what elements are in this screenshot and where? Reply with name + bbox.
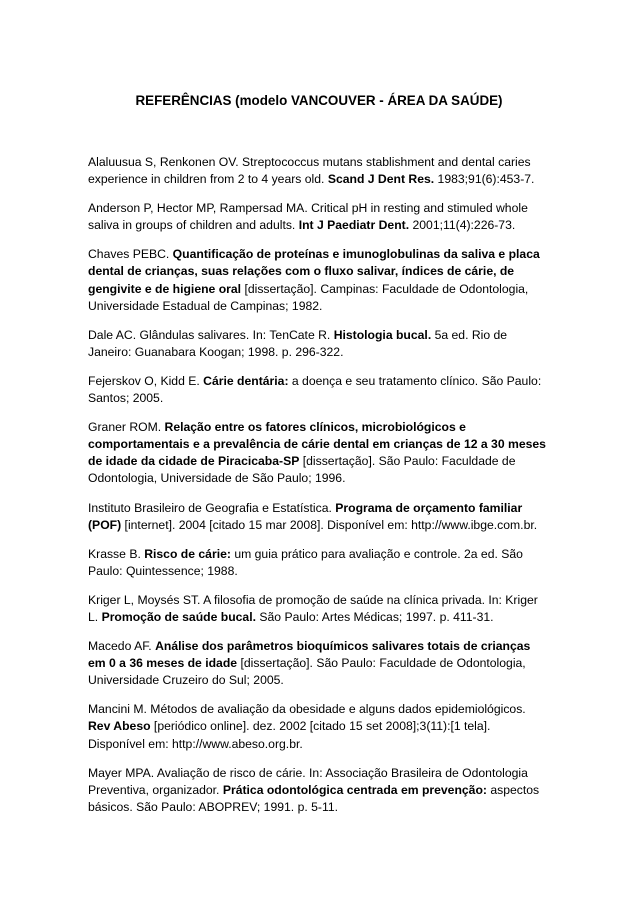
reference-line [88, 638, 588, 655]
reference-text: Santos; 2005. [88, 391, 164, 406]
reference-bold-text: gengivite e de higiene oral [88, 281, 242, 296]
reference-line [88, 782, 588, 799]
reference-bold-text: Análise dos parâmetros bioquímicos salivares totais de crianças [155, 639, 531, 654]
reference-text: Fejerskov O, Kidd E. [88, 373, 204, 388]
reference-bold-text: Rev Abeso [88, 719, 151, 734]
reference-line [88, 453, 588, 470]
reference-bold-text: Programa de orçamento familiar [335, 500, 523, 515]
reference-text: [dissertação]. São Paulo: Faculdade de [299, 454, 516, 469]
reference-line [88, 217, 588, 234]
reference-text: Universidade Estadual de Campinas; 1982. [88, 298, 323, 313]
reference-text: Instituto Brasileiro de Geografia e Estatística. [88, 500, 336, 515]
reference-text: Krasse B. [88, 546, 145, 561]
reference-list [88, 154, 588, 828]
reference-bold-text: Promoção de saúde bucal. [101, 609, 256, 624]
reference-text: Mancini M. Métodos de avaliação da obesidade e alguns dados epidemiológicos. [88, 702, 526, 717]
reference-text: Macedo AF. [88, 639, 156, 654]
reference-text: básicos. São Paulo: ABOPREV; 1991. p. 5-11. [88, 799, 338, 814]
reference-line [88, 563, 588, 580]
reference-text: [dissertação]. São Paulo: Faculdade de Odontologia, [237, 656, 526, 671]
reference-entry [88, 765, 588, 816]
reference-entry [88, 592, 588, 626]
reference-line [88, 246, 588, 263]
reference-entry [88, 546, 588, 580]
reference-text: Mayer MPA. Avaliação de risco de cárie. In: Associação Brasileira de Odontologia [88, 765, 528, 780]
reference-text: Kriger L, Moysés ST. A filosofia de promoção de saúde na clínica privada. In: Kriger [88, 592, 538, 607]
reference-text: Odontologia, Universidade de São Paulo; 1996. [88, 471, 346, 486]
reference-line [88, 281, 588, 298]
reference-line [88, 701, 588, 718]
reference-line [88, 500, 588, 517]
page-title: REFERÊNCIAS (modelo VANCOUVER - ÁREA DA SAÚDE) [135, 93, 503, 108]
reference-text: Alaluusua S, Renkonen OV. Streptococcus mutans stablishment and dental caries [88, 155, 531, 169]
reference-bold-text: Quantificação de proteínas e imunoglobulinas da saliva e placa [172, 247, 540, 262]
reference-text: 5a ed. Rio de [431, 327, 508, 342]
reference-line [88, 718, 588, 735]
reference-line [88, 154, 588, 171]
reference-entry [88, 373, 588, 407]
reference-bold-text: Scand J Dent Res. [327, 172, 435, 187]
reference-line [88, 799, 588, 816]
reference-line [88, 470, 588, 487]
reference-line [88, 327, 588, 344]
reference-text: São Paulo: Artes Médicas; 1997. p. 411-31. [255, 609, 494, 624]
reference-line [88, 373, 588, 390]
reference-line [88, 390, 588, 407]
reference-line [88, 298, 588, 315]
reference-line [88, 655, 588, 672]
reference-line [88, 436, 588, 453]
reference-line [88, 517, 588, 534]
reference-line [88, 171, 588, 188]
reference-bold-text: (POF) [88, 517, 122, 532]
reference-bold-text: Int J Paediatr Dent. [298, 218, 410, 233]
reference-entry [88, 327, 588, 361]
reference-text: [internet]. 2004 [citado 15 mar 2008]. Disponível em: http://www.ibge.com.br. [121, 517, 538, 532]
reference-text: aspectos [486, 782, 540, 797]
reference-text: um guia prático para avaliação e controle. 2a ed. São [230, 546, 523, 561]
reference-entry [88, 246, 588, 314]
reference-text: Anderson P, Hector MP, Rampersad MA. Critical pH in resting and stimuled whole [88, 201, 528, 216]
reference-text: Chaves PEBC. [88, 247, 173, 262]
reference-line [88, 546, 588, 563]
reference-bold-text: Risco de cárie: [144, 546, 231, 561]
reference-text: Disponível em: http://www.abeso.org.br. [88, 736, 303, 751]
reference-text: [dissertação]. Campinas: Faculdade de Odontologia, [241, 281, 529, 296]
reference-line [88, 419, 588, 436]
reference-text: Universidade Cruzeiro do Sul; 2005. [88, 673, 284, 688]
reference-entry [88, 638, 588, 689]
reference-bold-text: Prática odontológica centrada em prevenção: [222, 782, 487, 797]
reference-text: experience in children from 2 to 4 years old. [88, 172, 328, 187]
reference-text: 1983;91(6):453-7. [434, 172, 535, 187]
reference-entry [88, 200, 588, 234]
reference-bold-text: em 0 a 36 meses de idade [88, 656, 238, 671]
reference-text: saliva in groups of children and adults. [88, 218, 299, 233]
reference-line [88, 765, 588, 782]
reference-text: a doença e seu tratamento clínico. São Paulo: [288, 373, 542, 388]
reference-bold-text: comportamentais e a prevalência de cárie dental em crianças de 12 a 30 meses [88, 437, 546, 452]
reference-line [88, 672, 588, 689]
reference-text: L. [88, 609, 102, 624]
reference-line [88, 592, 588, 609]
reference-text: 2001;11(4):226-73. [409, 218, 516, 233]
reference-line [88, 344, 588, 361]
reference-line [88, 736, 588, 753]
reference-entry [88, 419, 588, 487]
reference-text: Dale AC. Glândulas salivares. In: TenCate R. [88, 327, 334, 342]
reference-bold-text: dental de crianças, suas relações com o fluxo salivar, índices de cárie, de [88, 264, 515, 279]
reference-text: Paulo: Quintessence; 1988. [88, 563, 238, 578]
reference-bold-text: Histologia bucal. [333, 327, 432, 342]
reference-line [88, 200, 588, 217]
reference-bold-text: de idade da cidade de Piracicaba-SP [88, 454, 300, 469]
reference-bold-text: Relação entre os fatores clínicos, microbiológicos e [164, 420, 466, 435]
reference-line [88, 263, 588, 280]
reference-bold-text: Cárie dentária: [203, 373, 289, 388]
reference-text: Graner ROM. [88, 420, 165, 435]
reference-entry [88, 701, 588, 752]
reference-line [88, 609, 588, 626]
reference-text: Janeiro: Guanabara Koogan; 1998. p. 296-322. [88, 344, 344, 359]
reference-text: Preventiva, organizador. [88, 782, 223, 797]
reference-entry [88, 500, 588, 534]
reference-entry [88, 154, 588, 188]
reference-text: [periódico online]. dez. 2002 [citado 15 set 2008];3(11):[1 tela]. [150, 719, 491, 734]
